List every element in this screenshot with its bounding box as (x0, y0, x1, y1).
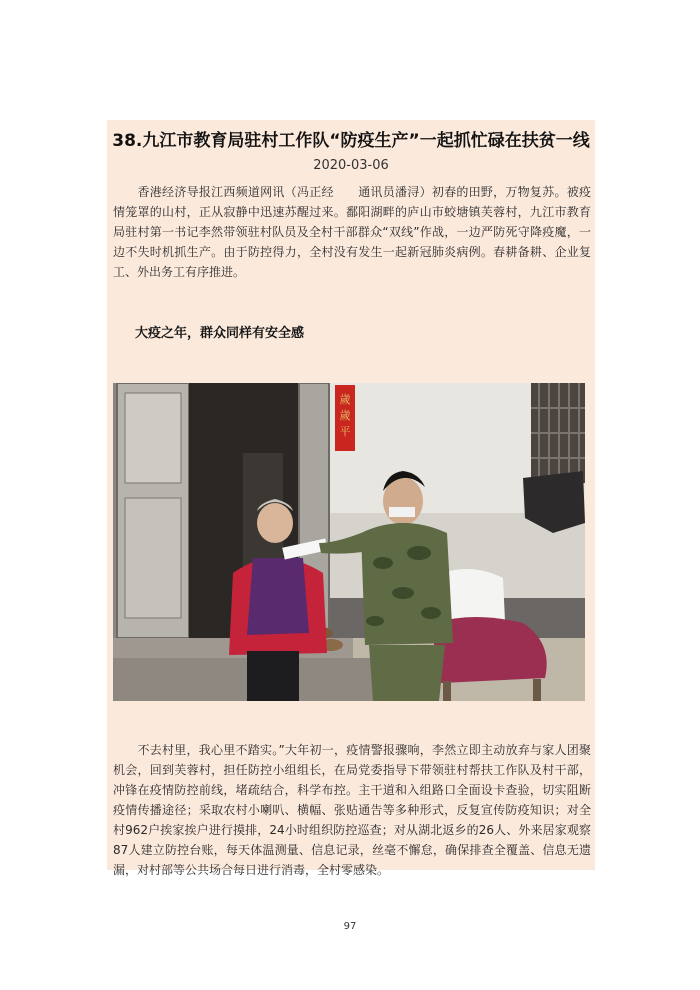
couplet-char-2: 歲 (339, 409, 351, 422)
section-subheading: 大疫之年，群众同样有安全感 (135, 326, 305, 341)
intro-paragraph: 香港经济导报江西频道网讯（冯正经 通讯员潘浔）初春的田野，万物复苏。被疫情笼罩的山村，正从寂静中迅速苏醒过来。鄱阳湖畔的庐山市蛟塘镇芙蓉村，九江市教育局驻村第一书记李然带领驻村队员及全村干部群众“双线”作战，一边严防死守降疫魔，一边不失时机抓生产。由于防控得力，全村没有发生一起新冠肺炎病例。春耕备耕、企业复工、外出务工有序推进。 (113, 185, 591, 279)
article-photo (113, 383, 585, 701)
photo-illustration (113, 383, 585, 701)
page-number: 97 (343, 921, 357, 932)
article-date: 2020-03-06 (313, 158, 389, 173)
article-title: 38.九江市教育局驻村工作队“防疫生产”一起抓忙碌在扶贫一线 (112, 131, 590, 151)
couplet-char-1: 歲 (339, 393, 351, 406)
couplet-char-3: 平 (339, 425, 351, 438)
body-paragraph: 不去村里，我心里不踏实。”大年初一，疫情警报骤响，李然立即主动放弃与家人团聚机会，回到芙蓉村，担任防控小组组长，在局党委指导下带领驻村帮扶工作队及村干部，冲锋在疫情防控前线，堵疏结合，科学布控。主干道和入组路口全面设卡查验，切实阻断疫情传播途径；采取农村小喇叭、横幅、张贴通告等多种形式，反复宣传防疫知识；对全村962户挨家挨户进行摸排，24小时组织防控巡查；对从湖北返乡的26人、外来居家观察87人建立防控台账，每天体温测量、信息记录，丝毫不懈怠，确保排查全覆盖、信息无遗漏，对村部等公共场合每日进行消毒，全村零感染。 (113, 743, 591, 877)
